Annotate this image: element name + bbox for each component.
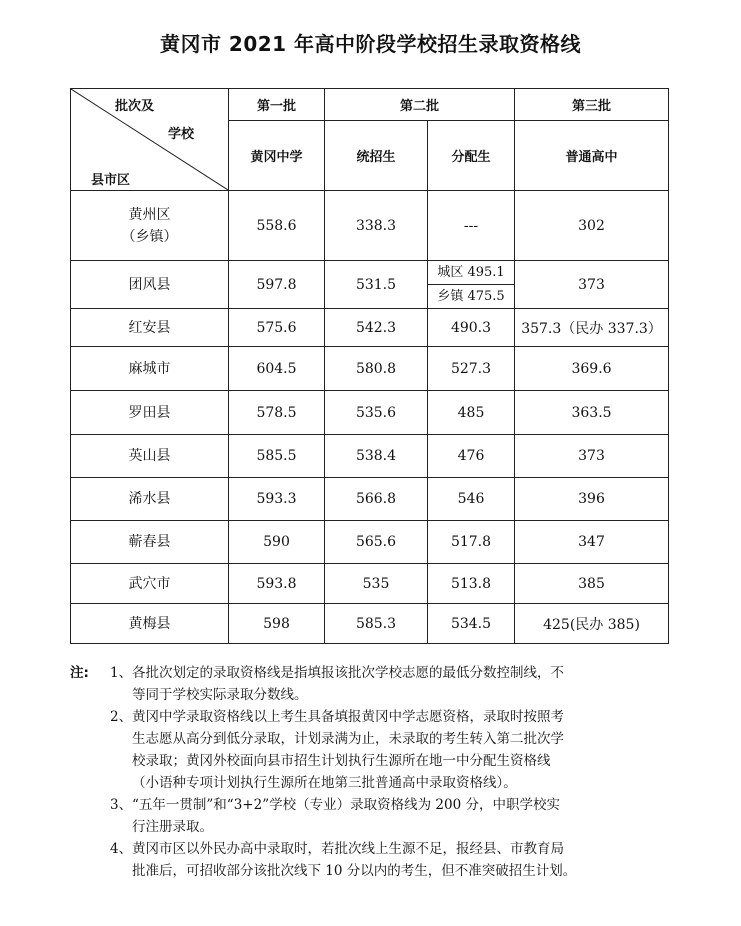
county-name: 浠水县 — [71, 478, 229, 521]
value-batch1: 578.5 — [229, 391, 325, 435]
note-number: 3、 — [110, 797, 133, 813]
value-batch2b: 476 — [428, 435, 515, 478]
note-item — [70, 706, 670, 794]
value-batch2a: 538.4 — [325, 435, 428, 478]
header-batch3: 第三批 — [515, 89, 669, 121]
value-batch1: 590 — [229, 521, 325, 564]
value-batch1: 598 — [229, 604, 325, 644]
county-name: 武穴市 — [71, 564, 229, 604]
table-row — [71, 521, 669, 564]
value-batch2a: 542.3 — [325, 309, 428, 347]
value-batch2a: 585.3 — [325, 604, 428, 644]
note-line: 等同于学校实际录取分数线。 — [132, 687, 308, 703]
table-row — [71, 309, 669, 347]
value-batch2a: 535.6 — [325, 391, 428, 435]
county-sub: （乡镇） — [121, 228, 178, 245]
header-corner-cell — [71, 89, 229, 191]
county-name: 蕲春县 — [71, 521, 229, 564]
value-batch1: 593.8 — [229, 564, 325, 604]
table-row — [71, 604, 669, 644]
table-row — [71, 564, 669, 604]
value-batch2b: 490.3 — [428, 309, 515, 347]
value-batch3: 363.5 — [515, 391, 669, 435]
value-batch3: 369.6 — [515, 347, 669, 391]
value-batch2b: 513.8 — [428, 564, 515, 604]
table-row — [71, 347, 669, 391]
note-line: 行注册录取。 — [132, 819, 213, 835]
value-batch2b-rural: 乡镇 475.5 — [437, 289, 505, 304]
value-batch2b: 546 — [428, 478, 515, 521]
value-batch3: 347 — [515, 521, 669, 564]
note-line: “五年一贯制”和“3+2”学校（专业）录取资格线为 200 分，中职学校实 — [132, 797, 560, 813]
note-line: 黄冈市区以外民办高中录取时，若批次线上生源不足，报经县、市教育局 — [132, 841, 564, 857]
corner-label-batch: 批次及 — [115, 99, 155, 114]
note-number: 1、 — [110, 665, 133, 681]
value-batch1: 558.6 — [229, 191, 325, 261]
value-batch2b: 485 — [428, 391, 515, 435]
value-batch3: 302 — [515, 191, 669, 261]
table-row — [71, 435, 669, 478]
corner-label-school: 学校 — [167, 127, 194, 142]
value-batch2b: 517.8 — [428, 521, 515, 564]
note-line: 黄冈中学录取资格线以上考生具备填报黄冈中学志愿资格，录取时按照考 — [132, 709, 564, 725]
header-school2b: 分配生 — [428, 121, 515, 191]
value-batch1: 585.5 — [229, 435, 325, 478]
value-batch2a: 531.5 — [325, 261, 428, 309]
value-batch2b: 527.3 — [428, 347, 515, 391]
county-name: 红安县 — [71, 309, 229, 347]
page-title: 黄冈市 2021 年高中阶段学校招生录取资格线 — [159, 32, 582, 56]
note-item — [70, 662, 670, 706]
note-line: 各批次划定的录取资格线是指填报该批次学校志愿的最低分数控制线，不 — [132, 665, 564, 681]
table-row — [71, 261, 669, 309]
table-row — [71, 191, 669, 261]
table-row — [71, 478, 669, 521]
value-batch2a: 580.8 — [325, 347, 428, 391]
note-item — [70, 794, 670, 838]
admission-table — [70, 88, 669, 644]
value-batch2a: 535 — [325, 564, 428, 604]
value-batch3: 357.3（民办 337.3） — [515, 309, 669, 347]
note-number: 2、 — [110, 709, 133, 725]
county-name: 英山县 — [71, 435, 229, 478]
header-school2a: 统招生 — [325, 121, 428, 191]
county-name: 罗田县 — [71, 391, 229, 435]
note-line: （小语种专项计划执行生源所在地第三批普通高中录取资格线）。 — [132, 775, 517, 791]
note-line: 批准后，可招收部分该批次线下 10 分以内的考生，但不准突破招生计划。 — [132, 863, 577, 879]
note-item — [70, 838, 670, 882]
table-row — [71, 391, 669, 435]
value-batch2a: 565.6 — [325, 521, 428, 564]
value-batch2b-urban: 城区 495.1 — [428, 261, 514, 285]
value-batch2b-split — [428, 261, 515, 309]
notes-section — [70, 662, 670, 882]
value-batch2b: --- — [428, 191, 515, 261]
corner-label-county: 县市区 — [91, 173, 131, 188]
county-cell — [71, 191, 229, 261]
notes-lead: 注: — [70, 665, 89, 681]
header-batch1: 第一批 — [229, 89, 325, 121]
value-batch3: 373 — [515, 261, 669, 309]
header-school3: 普通高中 — [515, 121, 669, 191]
value-batch2a: 566.8 — [325, 478, 428, 521]
value-batch3: 385 — [515, 564, 669, 604]
note-line: 校录取；黄冈外校面向县市招生计划执行生源所在地一中分配生资格线 — [132, 753, 551, 769]
value-batch2a: 338.3 — [325, 191, 428, 261]
county-name: 黄梅县 — [71, 604, 229, 644]
county-name: 麻城市 — [71, 347, 229, 391]
value-batch1: 593.3 — [229, 478, 325, 521]
value-batch1: 597.8 — [229, 261, 325, 309]
value-batch3: 396 — [515, 478, 669, 521]
county-name: 团风县 — [71, 261, 229, 309]
county-name: 黄州区 — [128, 206, 171, 223]
value-batch3: 373 — [515, 435, 669, 478]
header-batch2: 第二批 — [325, 89, 515, 121]
note-line: 生志愿从高分到低分录取，计划录满为止，未录取的考生转入第二批次学 — [132, 731, 564, 747]
value-batch1: 575.6 — [229, 309, 325, 347]
note-number: 4、 — [110, 841, 133, 857]
value-batch3: 425(民办 385) — [515, 604, 669, 644]
value-batch2b: 534.5 — [428, 604, 515, 644]
header-school1: 黄冈中学 — [229, 121, 325, 191]
value-batch1: 604.5 — [229, 347, 325, 391]
